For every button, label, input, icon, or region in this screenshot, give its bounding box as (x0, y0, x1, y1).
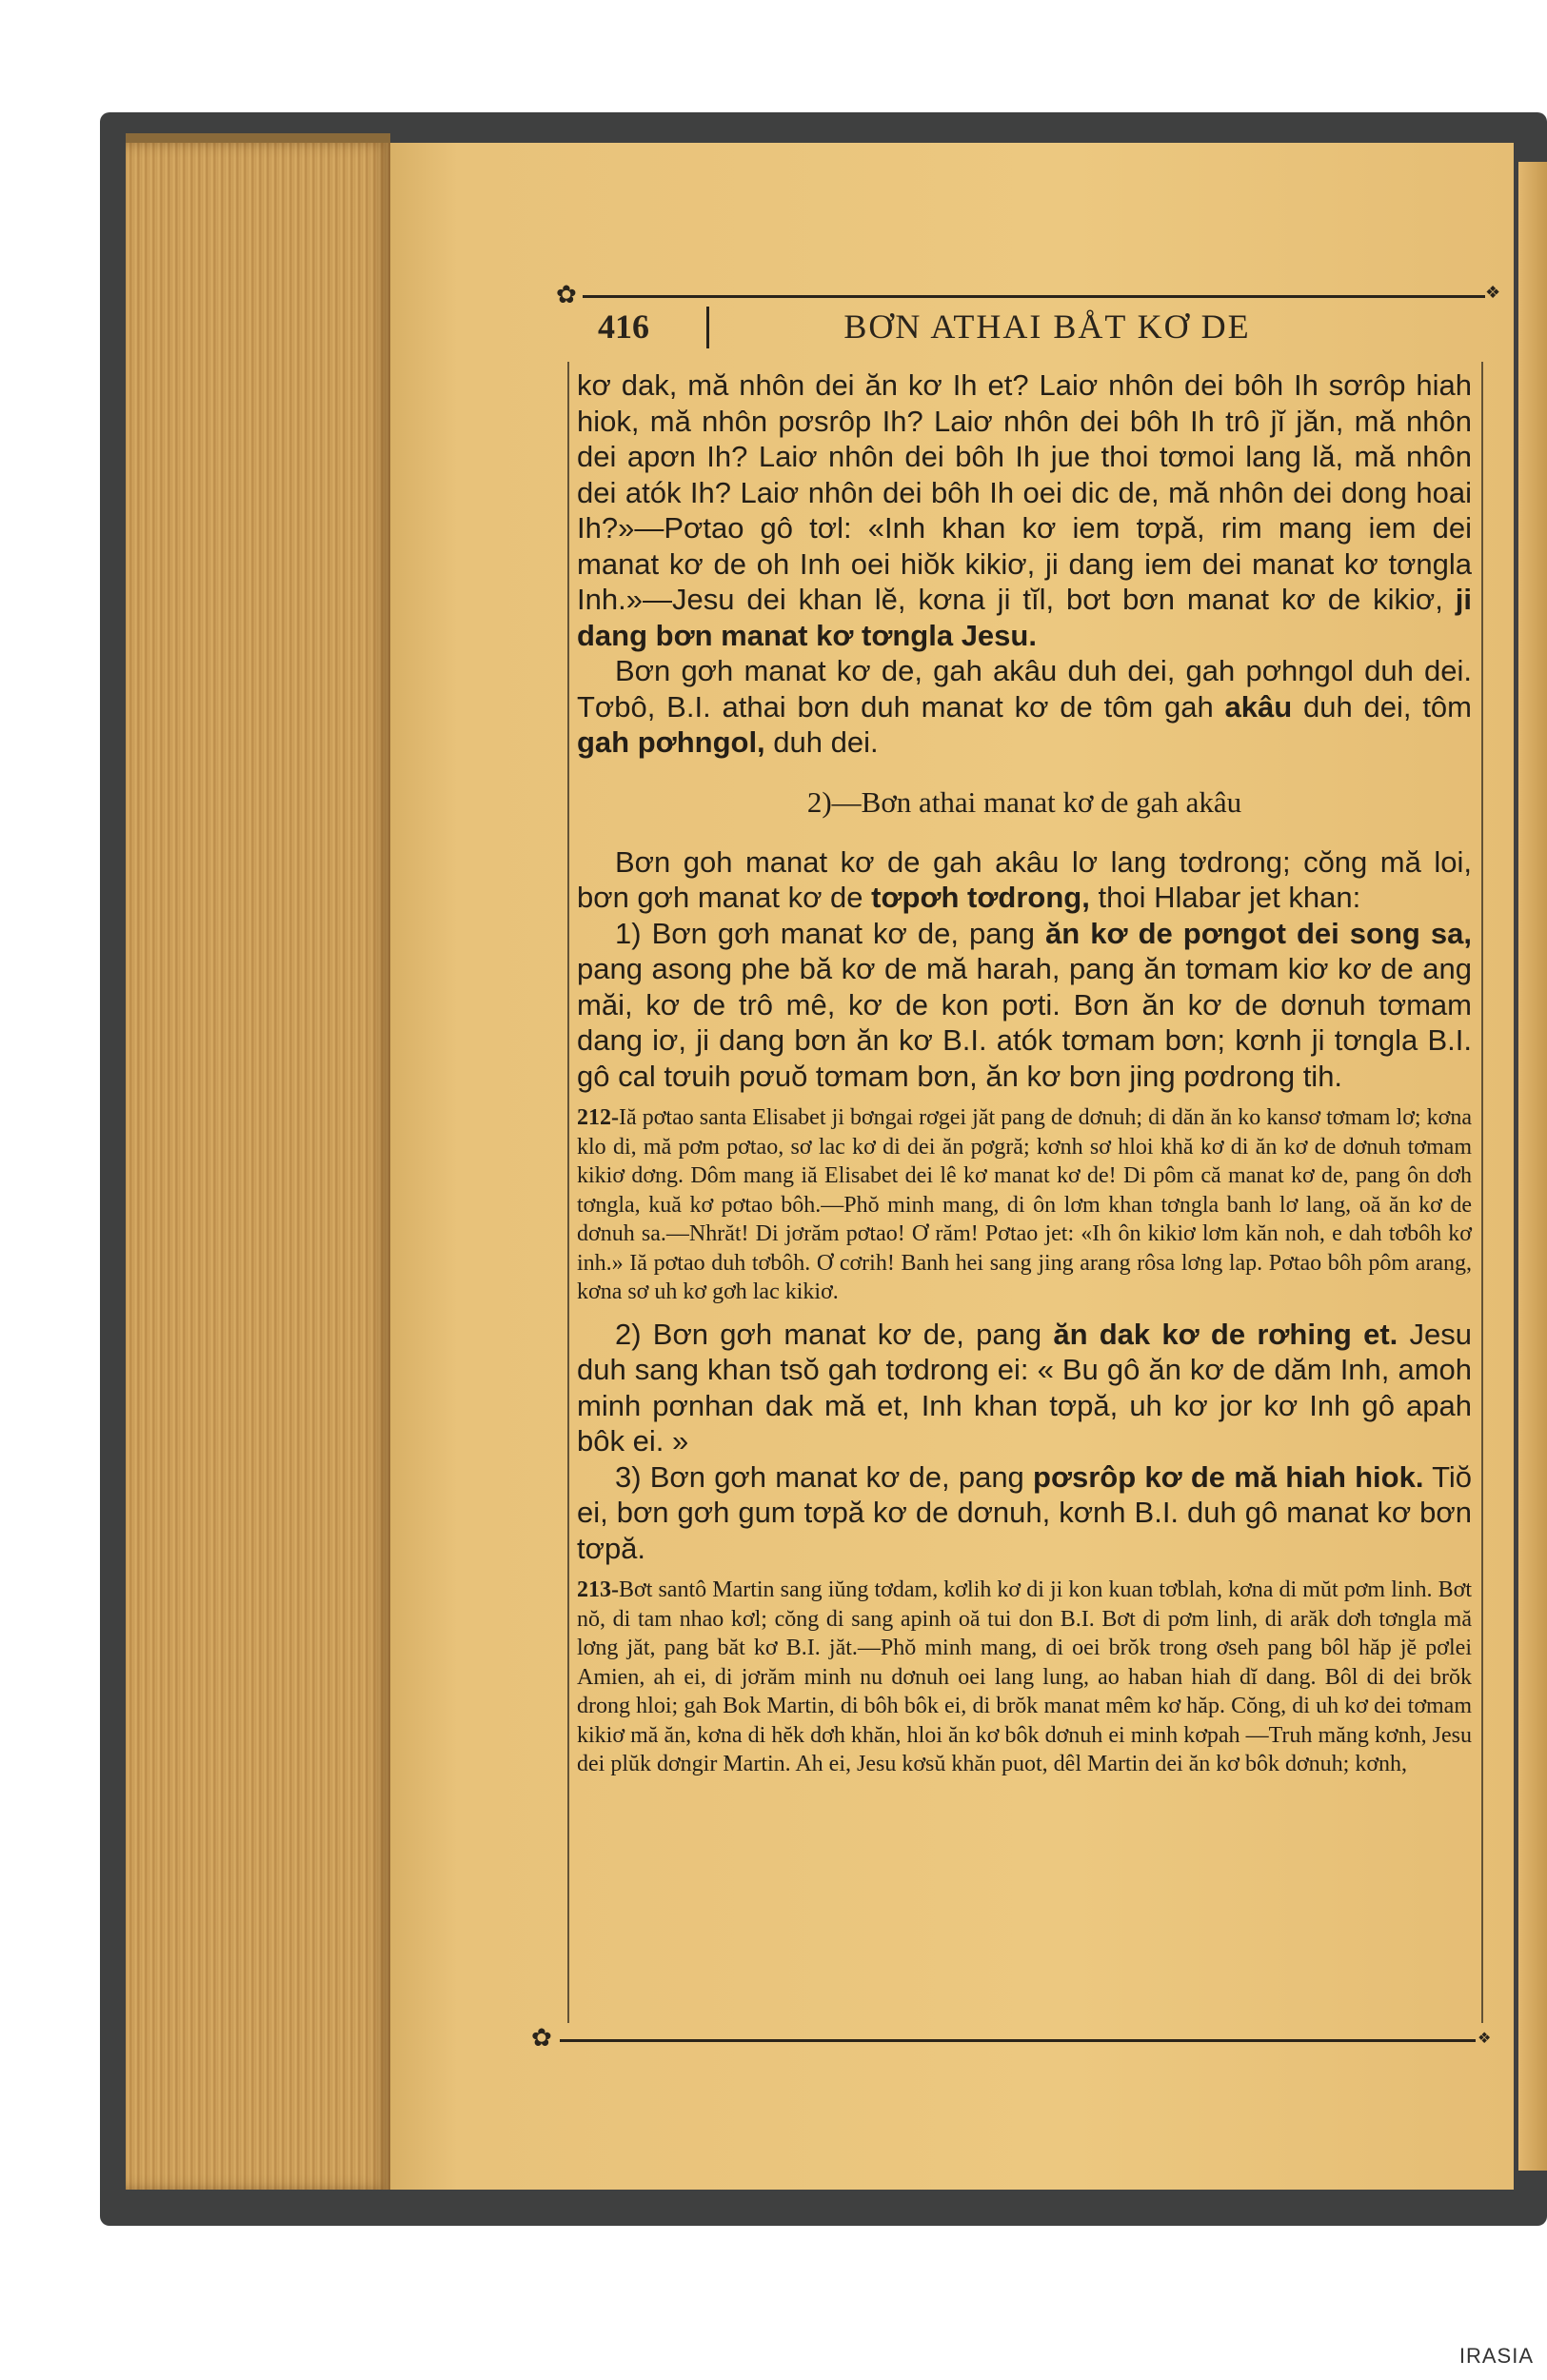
left-margin-rule (567, 362, 569, 2023)
paragraph-1: kơ dak, mă nhôn dei ăn kơ Ih et? Laiơ nhôn dei bôh Ih sơrôp hiah hiok, mă nhôn pơsrôp Ih? Laiơ nhôn dei bôh Ih trô jĭ jăn, mă nhôn dei apơn Ih? Laiơ nhôn dei bôh Ih jue thoi tơmoi lang lă, mă nhôn dei atók Ih? Laiơ nhôn dei bôh Ih oei dic de, mă nhôn dei dong hoai Ih?»—Pơtao gô tơl: «Inh khan kơ iem tơpă, rim mang iem dei manat kơ de oh Inh oei hiŏk kikiơ, ji dang iem dei manat kơ tơngla Inh.»—Jesu dei khan lĕ, kơna ji tĭl, bơt bơn manat kơ de kikiơ, ji dang bơn manat kơ tơngla Jesu. (577, 368, 1472, 652)
ornament-bottom-left-icon: ✿ (531, 2024, 552, 2052)
page-number: 416 (598, 307, 649, 346)
example-213: 213-Bơt santô Martin sang iŭng tơdam, kơlih kơ di ji kon kuan tơblah, kơna di mŭt pơm linh. Bơt nŏ, di tam nhao kơl; cŏng di sang apinh oă tui don B.I. Bơt di pơm linh, di arăk dơh tơngla mă lơng jăt, pang băt kơ B.I. jăt.—Phŏ minh mang, di oei brŏk trong ơseh pang bôl hăp jĕ pơlei Amien, ah ei, di jơrăm minh nu dơnuh oei lang lung, ao haban hiah dĭ dang. Bôl di dei brŏk drong hloi; gah Bok Martin, di bôh bôk ei, di brŏk manat mêm kơ hăp. Cŏng, di uh kơ dei tơmam kikiơ mă ăn, kơna di hĕk dơh khăn, hloi ăn kơ bôk dơnuh ei minh kơpah —Truh măng kơnh, Jesu dei plŭk dơngir Martin. Ah ei, Jesu kơsŭ khăn puot, dêl Martin dei ăn kơ bôk dơnuh; kơnh, (577, 1577, 1472, 1776)
paragraph-2: Bơn gơh manat kơ de, gah akâu duh dei, gah pơhngol duh dei. Tơbô, B.I. athai bơn duh manat kơ de tôm gah akâu duh dei, tôm gah pơhngol, duh dei. (577, 654, 1472, 759)
top-rule (583, 295, 1485, 298)
right-margin-rule (1481, 362, 1483, 2023)
section-heading: 2)—Bơn athai manat kơ de gah akâu (806, 784, 1242, 819)
ornament-top-left-icon: ✿ (556, 281, 577, 308)
page-edges (126, 143, 390, 2190)
list-item-2: 2) Bơn gơh manat kơ de, pang ăn dak kơ de rơhing et. Jesu duh sang khan tsŏ gah tơdrong ei: « Bu gô ăn kơ de dăm Inh, amoh minh pơnhan dak mă et, Inh khan tơpă, uh kơ jor kơ Inh gô apah bôk ei. » (577, 1317, 1472, 1458)
bottom-rule (560, 2039, 1476, 2042)
example-212: 212-Iă pơtao santa Elisabet ji bơngai rơgei jăt pang de dơnuh; di dăn ăn ko kansơ tơmam lơ; kơna klo di, mă pơm pơtao, sơ lac kơ di dei ăn pơgră; kơnh sơ hloi khă kơ di ăn kơ de dơnuh tơmam kikiơ dơng. Dôm mang iă Elisabet dei lê kơ manat kơ de! Di pôm că manat kơ de, pang ôn dơh tơngla, kuă kơ pơtao bôh.—Phŏ minh mang, di ôn lơm khan tơngla banh lơ lang, oă ăn kơ de dơnuh sa.—Nhrăt! Di jơrăm pơtao! Ơ răm! Pơtao jet: «Ih ôn kikiơ lơm kăn noh, e dah tơbôh kơ inh.» Iă pơtao duh tơbôh. Ơ cơrih! Banh hei sang jing arang rôsa lơng lap. Pơtao bôh pôm arang, kơna sơ uh kơ gơh lac kikiơ. (577, 1105, 1472, 1304)
ornament-top-right-icon: ❖ (1485, 283, 1501, 302)
page-curl (1518, 162, 1547, 2171)
paragraph-3: Bơn goh manat kơ de gah akâu lơ lang tơdrong; cŏng mă loi, bơn gơh manat kơ de tơpơh tơdrong, thoi Hlabar jet khan: (577, 844, 1472, 914)
running-header: BƠN ATHAI BÅT KƠ DE (843, 307, 1251, 346)
list-item-1: 1) Bơn gơh manat kơ de, pang ăn kơ de pơngot dei song sa, pang asong phe bă kơ de mă harah, pang ăn tơmam kiơ kơ de ang măi, kơ de trô mê, kơ de kon pơti. Bơn ăn kơ de dơnuh tơmam dang iơ, ji dang bơn ăn kơ B.I. atók tơmam bơn; kơnh ji tơngla B.I. gô cal tơuih pơuŏ tơmam bơn, ăn kơ bơn jing pơdrong tih. (577, 916, 1472, 1093)
page-body (577, 367, 1472, 1779)
list-item-3: 3) Bơn gơh manat kơ de, pang pơsrôp kơ de mă hiah hiok. Tiŏ ei, bơn gơh gum tơpă kơ de dơnuh, kơnh B.I. duh gô manat kơ bơn tơpă. (577, 1459, 1473, 1565)
ornament-bottom-right-icon: ❖ (1478, 2031, 1492, 2047)
watermark: IRASIA (1458, 2344, 1534, 2368)
